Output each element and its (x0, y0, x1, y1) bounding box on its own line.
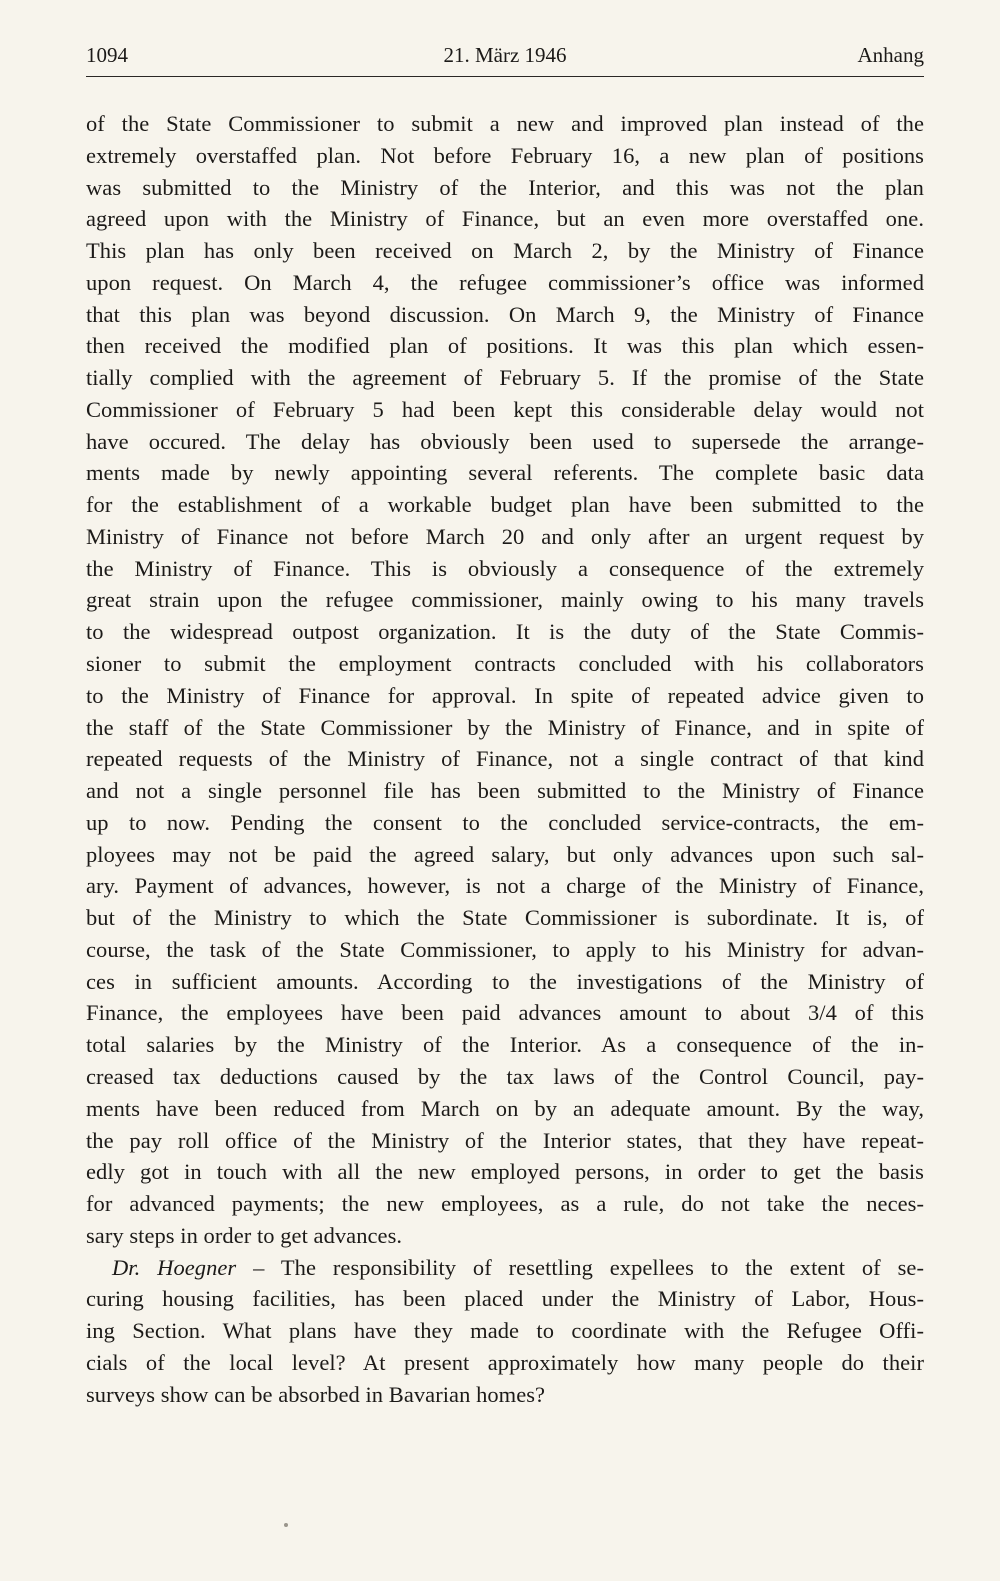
text-line: Commissioner of February 5 had been kept this considerable delay would not (86, 396, 924, 422)
text-line: total salaries by the Ministry of the Interior. As a consequence of the in- (86, 1032, 924, 1058)
running-header (86, 40, 924, 77)
text-line: This plan has only been received on March 2, by the Ministry of Finance (86, 238, 924, 264)
text-line: edly got in touch with all the new employed persons, in order to get the basis (86, 1159, 924, 1185)
text-line: was submitted to the Ministry of the Interior, and this was not the plan (86, 174, 924, 200)
text-line: ces in sufficient amounts. According to the investigations of the Ministry of (86, 968, 924, 994)
text-line: ments made by newly appointing several referents. The complete basic data (86, 460, 924, 486)
header-section: Anhang (857, 43, 924, 67)
text-line: to the Ministry of Finance for approval. In spite of repeated advice given to (86, 682, 924, 708)
text-line: sary steps in order to get advances. (86, 1222, 403, 1248)
text-line: surveys show can be absorbed in Bavarian homes? (86, 1381, 546, 1407)
speaker-name: Dr. Hoegner (112, 1254, 237, 1280)
page-number: 1094 (86, 43, 128, 67)
text-line: ments have been reduced from March on by an adequate amount. By the way, (86, 1095, 924, 1121)
text-line: upon request. On March 4, the refugee commissioner’s office was informed (86, 269, 924, 295)
text-line: to the widespread outpost organization. It is the duty of the State Commis- (86, 619, 924, 645)
text-line: extremely overstaffed plan. Not before February 16, a new plan of positions (86, 142, 924, 168)
paper-speck (284, 1523, 288, 1527)
header-date: 21. März 1946 (443, 43, 567, 67)
text-line: the pay roll office of the Ministry of the Interior states, that they have repeat- (86, 1127, 924, 1153)
paragraph-hoegner-question (86, 1252, 924, 1411)
text-line: repeated requests of the Ministry of Finance, not a single contract of that kind (86, 746, 924, 772)
text-line: for the establishment of a workable budget plan have been submitted to the (86, 492, 924, 518)
text-line: tially complied with the agreement of February 5. If the promise of the State (86, 365, 924, 391)
text-line: for advanced payments; the new employees, as a rule, do not take the neces- (86, 1191, 924, 1217)
text-line: of the State Commissioner to submit a new and improved plan instead of the (86, 111, 924, 136)
text-line: that this plan was beyond discussion. On March 9, the Ministry of Finance (86, 301, 924, 327)
text-line: the Ministry of Finance. This is obviously a consequence of the extremely (86, 555, 924, 581)
text-line: ary. Payment of advances, however, is not a charge of the Ministry of Finance, (86, 873, 924, 899)
text-line: sioner to submit the employment contracts concluded with his collaborators (86, 651, 924, 677)
text-line: ing Section. What plans have they made to coordinate with the Refugee Offi- (86, 1318, 924, 1344)
text-line: course, the task of the State Commissioner, to apply to his Ministry for advan- (86, 936, 924, 962)
text-line: but of the Ministry to which the State Commissioner is subordinate. It is, of (86, 905, 924, 931)
text-line: cials of the local level? At present approximately how many people do their (86, 1349, 924, 1375)
text-line: ployees may not be paid the agreed salary, but only advances upon such sal- (86, 841, 924, 867)
speaker-line-text: – The responsibility of resettling expellees to the extent of se- (236, 1254, 924, 1280)
body-text (86, 108, 924, 1410)
text-line: Finance, the employees have been paid advances amount to about 3/4 of this (86, 1000, 924, 1026)
text-line: Ministry of Finance not before March 20 and only after an urgent request by (86, 523, 924, 549)
paragraph-budget-report (86, 108, 924, 1252)
text-line: have occured. The delay has obviously been used to supersede the arrange- (86, 428, 924, 454)
text-line: creased tax deductions caused by the tax laws of the Control Council, pay- (86, 1063, 924, 1089)
text-line: the staff of the State Commissioner by the Ministry of Finance, and in spite of (86, 714, 924, 740)
text-line: and not a single personnel file has been submitted to the Ministry of Finance (86, 778, 924, 804)
text-line: up to now. Pending the consent to the concluded service-contracts, the em- (86, 809, 924, 835)
text-line: agreed upon with the Ministry of Finance, but an even more overstaffed one. (86, 206, 924, 232)
text-line: curing housing facilities, has been placed under the Ministry of Labor, Hous- (86, 1286, 924, 1312)
text-line: then received the modified plan of positions. It was this plan which essen- (86, 333, 924, 359)
text-line: great strain upon the refugee commissioner, mainly owing to his many travels (86, 587, 924, 613)
speaker-line (86, 1252, 924, 1284)
